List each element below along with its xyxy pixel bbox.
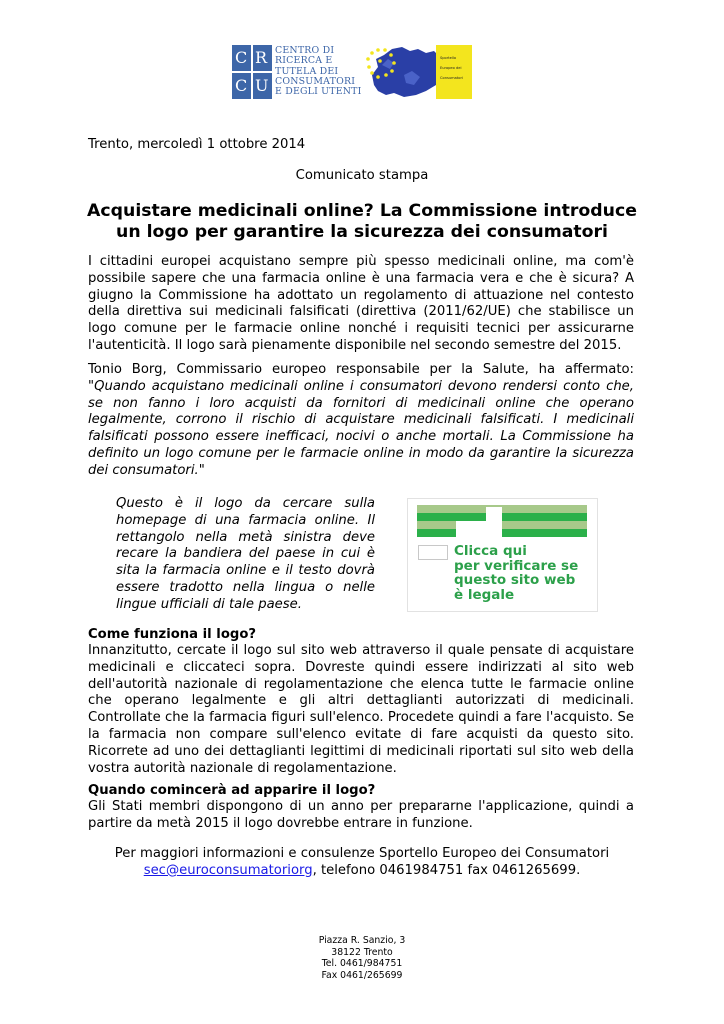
logo-stripe bbox=[417, 513, 587, 521]
crcu-name-line: RICERCA E bbox=[275, 55, 333, 67]
pharmacy-logo-text bbox=[454, 544, 578, 602]
sportello-europeo-logo bbox=[364, 45, 472, 99]
logo-stripe bbox=[417, 505, 587, 513]
logo-description: Questo è il logo da cercare sulla homepage di una farmacia online. Il rettangolo nella metà sinistra deve recare la bandiera del paese in cui è sita la farmacia online e il testo dovrà essere tradotto nella lingua o nelle lingue ufficiali di tale paese. bbox=[116, 496, 375, 612]
sportello-label-line: Europeo dei bbox=[440, 66, 462, 70]
pharmacy-logo-line: questo sito web bbox=[454, 572, 576, 589]
online-pharmacy-logo[interactable] bbox=[407, 498, 598, 612]
quote-close-mark: " bbox=[198, 462, 205, 478]
headline bbox=[60, 201, 664, 243]
logo-stripe bbox=[417, 529, 587, 537]
crcu-name-line: TUTELA DEI bbox=[275, 65, 339, 77]
europe-map-icon bbox=[364, 45, 442, 99]
logo-stripe bbox=[417, 521, 587, 529]
pharmacy-cross-icon bbox=[456, 510, 502, 530]
footer-line: Fax 0461/265699 bbox=[321, 969, 403, 981]
crcu-name-line: E DEGLI UTENTI bbox=[275, 86, 362, 98]
commissioner-quote: Quando acquistano medicinali online i consumatori devono rendersi conto che, se non fanno i loro acquisti da fornitori di medicinali online che operano legalmente, corrono il rischio di acquistare medicinali falsificati. I medicinali falsificati possono essere inefficaci, nocivi o anche mortali. La Commissione ha definito un logo comune per le farmacie online in modo da garantire la sicurezza dei consumatori. bbox=[88, 378, 634, 478]
cross-bar-vertical bbox=[486, 507, 502, 533]
sportello-label-box bbox=[436, 45, 472, 99]
crcu-name-line: CONSUMATORI bbox=[275, 75, 356, 87]
crcu-logo bbox=[232, 45, 362, 99]
document-type: Comunicato stampa bbox=[295, 168, 429, 183]
crcu-letter-u: U bbox=[255, 76, 269, 95]
headline-line: Acquistare medicinali online? La Commissione introduce bbox=[87, 201, 637, 221]
pharmacy-logo-line: è legale bbox=[454, 586, 515, 603]
email-link[interactable]: sec@euroconsumatoriorg bbox=[143, 862, 313, 878]
section-body-when: Gli Stati membri dispongono di un anno per prepararne l'applicazione, quindi a partire da metà 2015 il logo dovrebbe entrare in funzione. bbox=[88, 799, 634, 831]
footer-address bbox=[0, 935, 724, 981]
crcu-letter-r: R bbox=[255, 48, 268, 67]
section-heading-when: Quando comincerà ad apparire il logo? bbox=[88, 783, 376, 798]
footer-line: Piazza R. Sanzio, 3 bbox=[318, 935, 406, 946]
pharmacy-logo-line: Clicca qui bbox=[454, 543, 527, 559]
footer-line: 38122 Trento bbox=[331, 946, 393, 958]
intro-paragraph: I cittadini europei acquistano sempre più spesso medicinali online, ma com'è possibile sapere che una farmacia online è una farmacia vera e che è sicura? A giugno la Commissione ha adottato un regolamento di attuazione nel contesto della direttiva sui medicinali falsificati (direttiva (2011/62/UE) che stabilisce un logo comune per le farmacie online nonché i requisiti tecnici per assicurarne l'autenticità. Il logo sarà pienamente disponibile nel secondo semestre del 2015. bbox=[88, 254, 634, 353]
crcu-emblem bbox=[232, 45, 272, 99]
footer-line: Tel. 0461/984751 bbox=[321, 958, 403, 970]
crcu-name bbox=[275, 45, 362, 98]
pharmacy-logo-line: per verificare se bbox=[454, 557, 579, 574]
headline-line: un logo per garantire la sicurezza dei consumatori bbox=[116, 222, 608, 242]
sportello-label-line: Sportello bbox=[440, 56, 457, 60]
contact-details bbox=[0, 863, 724, 880]
date-line: Trento, mercoledì 1 ottobre 2014 bbox=[88, 137, 306, 152]
country-flag-placeholder bbox=[418, 545, 448, 560]
contact-info bbox=[0, 846, 724, 880]
quote-paragraph bbox=[88, 362, 634, 480]
crcu-cross-horizontal bbox=[232, 71, 272, 73]
crcu-letter-c1: C bbox=[235, 48, 248, 67]
section-heading-how-it-works: Come funziona il logo? bbox=[88, 627, 257, 642]
quote-open-mark: " bbox=[88, 378, 95, 394]
crcu-letter-c2: C bbox=[235, 76, 248, 95]
section-body-how-it-works: Innanzitutto, cercate il logo sul sito web attraverso il quale pensate di acquistare medicinali e cliccateci sopra. Dovreste quindi essere indirizzati al sito web dell'autorità nazionale di regolamentazione che elenca tutte le farmacie online che operano legalmente e gli altri dettaglianti autorizzati di medicinali. Controllate che la farmacia figuri sull'elenco. Procedete quindi a fare l'acquisto. Se la farmacia non compare sull'elenco evitate di fare acquisti da questo sito. Ricorrete ad uno dei dettaglianti legittimi di medicinali riportati sul sito web della vostra autorità nazionale di regolamentazione. bbox=[88, 643, 634, 776]
contact-phone-fax: , telefono 0461984751 fax 0461265699. bbox=[312, 862, 581, 878]
crcu-name-line: CENTRO DI bbox=[275, 45, 335, 56]
quote-intro: Tonio Borg, Commissario europeo responsabile per la Salute, ha affermato: bbox=[88, 362, 634, 377]
sportello-label-line: Consumatori bbox=[440, 76, 463, 80]
contact-line: Per maggiori informazioni e consulenze Sportello Europeo dei Consumatori bbox=[114, 846, 610, 861]
